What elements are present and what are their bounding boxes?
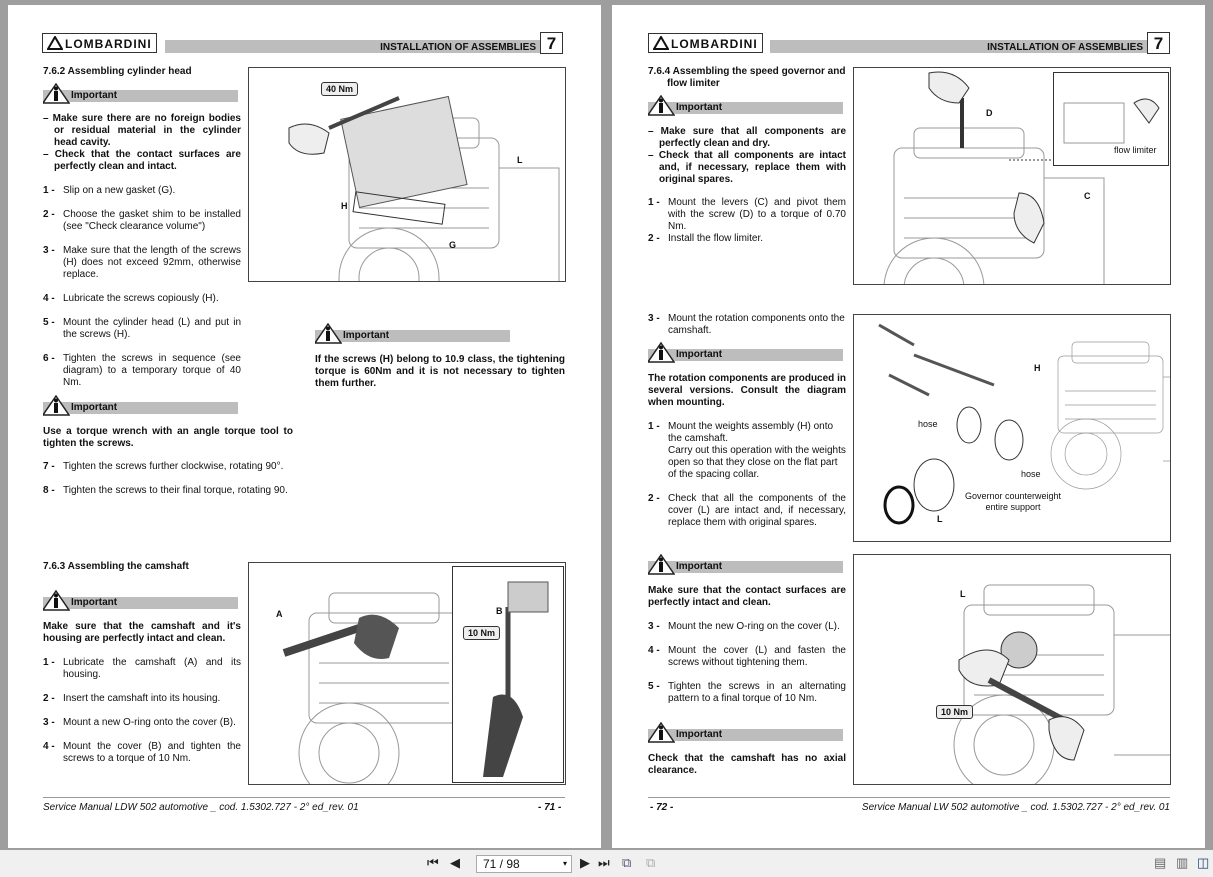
text: Important bbox=[676, 729, 723, 740]
torque-label: 40 Nm bbox=[321, 82, 358, 96]
chapter-number: 7 bbox=[1147, 32, 1170, 54]
lombardini-logo bbox=[648, 33, 763, 53]
text: Mount the cylinder head (L) and put in the screws (H). bbox=[63, 317, 241, 340]
figure-caption: Governor counterweight entire support bbox=[964, 491, 1062, 512]
section-title bbox=[648, 66, 845, 90]
pdf-viewer-toolbar bbox=[0, 850, 1213, 877]
step-number: 5 - bbox=[648, 681, 660, 692]
text: Tighten the screws further clockwise, rotating 90°. bbox=[63, 461, 284, 472]
important-box bbox=[315, 330, 510, 342]
footer-text: Service Manual LW 502 automotive _ cod. 1.5302.727 - 2° ed_rev. 01 bbox=[861, 802, 1170, 813]
important-note: The rotation components are produced in several versions. Consult the diagram when mounting. bbox=[648, 373, 846, 408]
text: 71 / 98 bbox=[483, 857, 520, 871]
text: Important bbox=[676, 561, 723, 572]
important-box bbox=[648, 561, 843, 573]
page-number: - 71 - bbox=[538, 802, 562, 813]
warning-info-icon bbox=[648, 554, 675, 575]
callout-C: C bbox=[1084, 191, 1091, 201]
detail-inset bbox=[452, 566, 564, 783]
text: Mount the levers (C) and pivot them with the screw (D) to a torque of 0.70 Nm. bbox=[668, 197, 846, 232]
governor-figure bbox=[853, 67, 1171, 285]
step-number: 7 - bbox=[43, 461, 55, 472]
page-number-field[interactable]: 71 / 98 ▾ bbox=[476, 855, 572, 873]
callout-A: A bbox=[276, 609, 283, 619]
step-number: 8 - bbox=[43, 485, 55, 496]
warning-info-icon bbox=[43, 395, 70, 416]
step-number: 3 - bbox=[648, 313, 660, 324]
text: Choose the gasket shim to be installed (see "Check clearance volume") bbox=[63, 209, 241, 232]
rotation-components-figure bbox=[853, 314, 1171, 542]
step-number: 3 - bbox=[648, 621, 660, 632]
important-note: Check that the camshaft has no axial clearance. bbox=[648, 753, 846, 776]
important-note: Make sure that the camshaft and it's housing are perfectly intact and clean. bbox=[43, 621, 241, 644]
step bbox=[43, 461, 313, 473]
first-page-icon[interactable]: ⏮ bbox=[427, 855, 439, 870]
callout-H: H bbox=[341, 201, 348, 211]
warning-info-icon bbox=[648, 342, 675, 363]
important-box bbox=[648, 102, 843, 114]
text: Important bbox=[343, 330, 390, 341]
single-page-icon[interactable]: ▤ bbox=[1154, 855, 1167, 870]
callout-G: G bbox=[449, 240, 457, 250]
callout-D: D bbox=[986, 108, 993, 118]
step-number: 1 - bbox=[43, 657, 55, 668]
important-box bbox=[43, 597, 238, 609]
text: Tighten the screws to their final torque, rotating 90. bbox=[63, 485, 288, 496]
important-note: Use a torque wrench with an angle torque tool to tighten the screws. bbox=[43, 426, 293, 449]
page-number: - 72 - bbox=[650, 802, 674, 813]
footer-text: Service Manual LDW 502 automotive _ cod. 1.5302.727 - 2° ed_rev. 01 bbox=[43, 802, 359, 813]
step-number: 6 - bbox=[43, 353, 55, 364]
step bbox=[43, 717, 241, 729]
section-header: INSTALLATION OF ASSEMBLIES bbox=[770, 40, 1147, 53]
bullet: – Check that the contact surfaces are perfectly clean and intact. bbox=[43, 149, 241, 172]
step-number: 3 - bbox=[43, 717, 55, 728]
text: Important bbox=[71, 90, 118, 101]
important-box bbox=[43, 90, 238, 102]
step bbox=[43, 293, 303, 305]
cover-figure bbox=[853, 554, 1171, 785]
step-number: 2 - bbox=[648, 233, 660, 244]
step bbox=[43, 317, 241, 341]
footer-rule bbox=[648, 797, 1170, 798]
fit-page-icon[interactable]: ⧉ bbox=[622, 855, 632, 870]
next-page-icon[interactable]: ▶ bbox=[580, 855, 590, 870]
flow-limiter-label: flow limiter bbox=[1114, 145, 1157, 155]
text: Lubricate the screws copiously (H). bbox=[63, 293, 219, 304]
text: Tighten the screws in an alternating pattern to a final torque of 10 Nm. bbox=[668, 681, 846, 704]
warning-info-icon bbox=[315, 323, 342, 344]
step bbox=[648, 645, 846, 669]
text: Make sure that the length of the screws (H) does not exceed 92mm, otherwise replace. bbox=[63, 245, 241, 280]
callout-H: H bbox=[1034, 363, 1041, 373]
last-page-icon[interactable]: ⏭ bbox=[598, 855, 610, 870]
important-box bbox=[648, 349, 843, 361]
step bbox=[43, 245, 241, 281]
step bbox=[43, 353, 241, 389]
text: Mount a new O-ring onto the cover (B). bbox=[63, 717, 236, 728]
hose-label: hose bbox=[1021, 469, 1041, 479]
text: Tighten the screws in sequence (see diagram) to a temporary torque of 40 Nm. bbox=[63, 353, 241, 388]
step bbox=[43, 657, 241, 681]
warning-info-icon bbox=[43, 590, 70, 611]
step bbox=[43, 185, 241, 197]
important-note: If the screws (H) belong to 10.9 class, the tightening torque is 60Nm and it is not necessary to tighten them further. bbox=[315, 354, 565, 389]
text: flow limiter bbox=[667, 78, 720, 89]
continuous-icon[interactable]: ▥ bbox=[1176, 855, 1189, 870]
step-number: 4 - bbox=[43, 741, 55, 752]
detail-inset bbox=[1053, 72, 1169, 166]
text: Important bbox=[676, 102, 723, 113]
step-number: 1 - bbox=[648, 421, 660, 432]
important-box bbox=[43, 402, 238, 414]
step bbox=[648, 233, 846, 245]
text: Mount the rotation components onto the camshaft. bbox=[668, 313, 845, 336]
callout-L: L bbox=[937, 514, 943, 524]
section-header: INSTALLATION OF ASSEMBLIES bbox=[165, 40, 540, 53]
text: LOMBARDINI bbox=[671, 37, 758, 51]
step bbox=[648, 421, 848, 481]
step-number: 4 - bbox=[648, 645, 660, 656]
prev-page-icon[interactable]: ◀ bbox=[450, 855, 460, 870]
step-number: 3 - bbox=[43, 245, 55, 256]
callout-L: L bbox=[960, 589, 966, 599]
section-title: 7.6.2 Assembling cylinder head bbox=[43, 66, 192, 77]
text: Mount the weights assembly (H) onto the camshaft. Carry out this operation with the weights open so that they close on the flat part of the spacing collar. bbox=[668, 421, 846, 480]
step-number: 2 - bbox=[648, 493, 660, 504]
text: Check that all the components of the cover (L) are intact and, if necessary, replace them with original spares. bbox=[668, 493, 846, 528]
warning-info-icon bbox=[648, 95, 675, 116]
text: Mount the cover (B) and tighten the screws to a torque of 10 Nm. bbox=[63, 741, 241, 764]
bullet: – Make sure that all components are perfectly clean and dry. bbox=[648, 126, 846, 149]
important-box bbox=[648, 729, 843, 741]
important-note: Make sure that the contact surfaces are perfectly intact and clean. bbox=[648, 585, 846, 608]
two-page-icon[interactable]: ◫ bbox=[1197, 855, 1210, 870]
text: Important bbox=[676, 349, 723, 360]
step bbox=[648, 313, 846, 337]
bullet: – Make sure there are no foreign bodies or residual material in the cylinder head cavity. bbox=[43, 113, 241, 148]
torque-label: 10 Nm bbox=[463, 626, 500, 640]
warning-info-icon bbox=[648, 722, 675, 743]
step bbox=[43, 485, 313, 497]
footer-rule bbox=[43, 797, 565, 798]
text: LOMBARDINI bbox=[65, 37, 152, 51]
step-number: 2 - bbox=[43, 693, 55, 704]
step-number: 2 - bbox=[43, 209, 55, 220]
text: Important bbox=[71, 402, 118, 413]
step bbox=[43, 693, 241, 705]
text: Mount the new O-ring on the cover (L). bbox=[668, 621, 840, 632]
cylinder-head-figure bbox=[248, 67, 566, 282]
hose-label: hose bbox=[918, 419, 938, 429]
text: Mount the cover (L) and fasten the screws without tightening them. bbox=[668, 645, 846, 668]
step-number: 4 - bbox=[43, 293, 55, 304]
section-title: 7.6.3 Assembling the camshaft bbox=[43, 561, 189, 572]
step bbox=[648, 681, 846, 705]
step bbox=[648, 493, 846, 529]
step-number: 1 - bbox=[648, 197, 660, 208]
text: Install the flow limiter. bbox=[668, 233, 764, 244]
text: Insert the camshaft into its housing. bbox=[63, 693, 221, 704]
text: 7.6.4 Assembling the speed governor and bbox=[648, 66, 846, 77]
bullet: – Check that all components are intact and, if necessary, replace them with original spares. bbox=[648, 150, 846, 185]
camshaft-figure bbox=[248, 562, 566, 785]
step bbox=[648, 197, 846, 233]
callout-L: L bbox=[517, 155, 523, 165]
lombardini-logo bbox=[42, 33, 157, 53]
chapter-number: 7 bbox=[540, 32, 563, 54]
text: Important bbox=[71, 597, 118, 608]
warning-info-icon bbox=[43, 83, 70, 104]
step-number: 5 - bbox=[43, 317, 55, 328]
fit-width-icon[interactable]: ⧉ bbox=[646, 855, 656, 870]
text: Slip on a new gasket (G). bbox=[63, 185, 176, 196]
step-number: 1 - bbox=[43, 185, 55, 196]
step bbox=[43, 209, 241, 233]
torque-label: 10 Nm bbox=[936, 705, 973, 719]
callout-B: B bbox=[496, 606, 503, 616]
text: Lubricate the camshaft (A) and its housing. bbox=[63, 657, 241, 680]
step bbox=[43, 741, 241, 765]
step bbox=[648, 621, 846, 633]
